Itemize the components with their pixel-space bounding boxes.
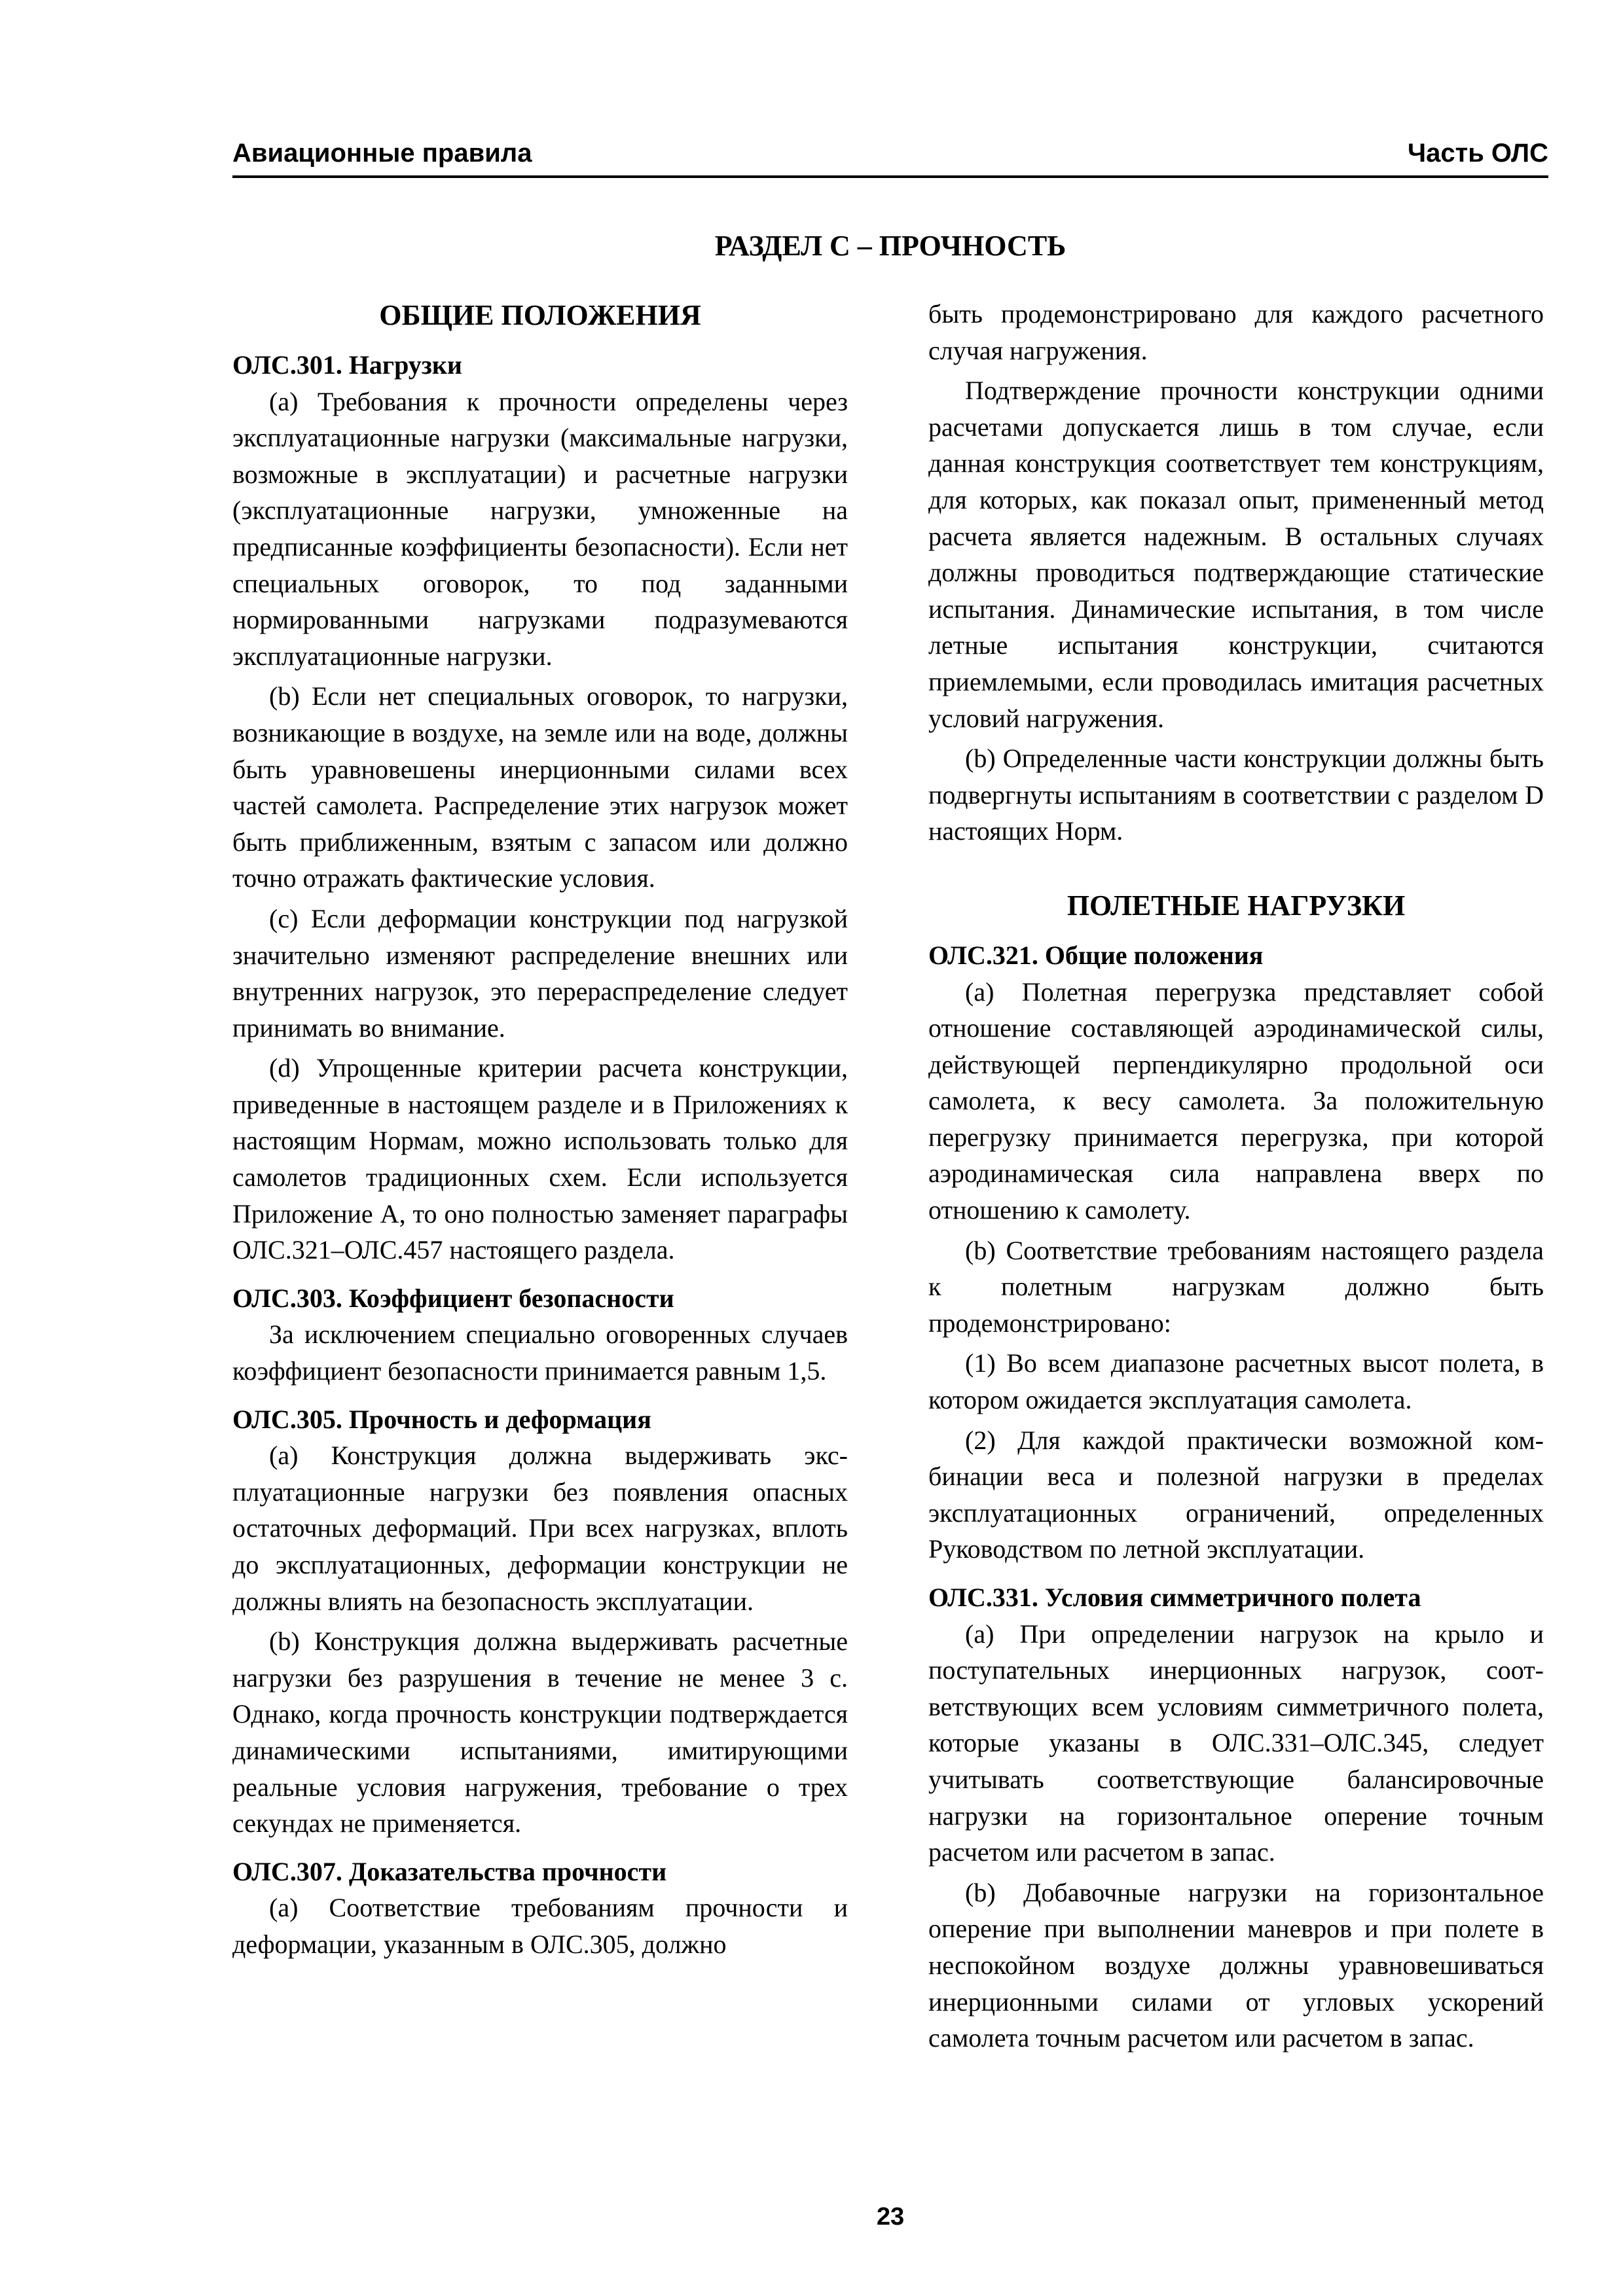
section-303-title: ОЛС.303. Коэффициент безопасности <box>232 1283 674 1313</box>
general-heading: ОБЩИЕ ПОЛОЖЕНИЯ <box>379 299 701 331</box>
section-321-b2: (2) Для каждой практически возможной комбинации веса и полезной нагрузки в пределах эксплуатационных ограничений, определенных Руководством по летной эксплуатации. <box>928 1425 1544 1564</box>
header-title: Авиационные правила <box>232 139 532 168</box>
section-301-a: (a) Требования к прочности определены через эксплуатационные нагрузки (максимальные нагрузки, возможные в эксплуатации) и расчетные нагрузки (эксплуатационные нагрузки, умноженные на предписанные коэффициенты безопасности). Если нет специальных оговорок, то под заданными нормированными нагрузками подразумеваются эксплуатационные нагрузки. <box>232 386 848 671</box>
section-305-b: (b) Конструкция должна выдерживать расчетные нагрузки без разрушения в течение не менее 3 с. Однако, когда прочность конструкции подтверждается динамическими испытаниями, имитирующими реальные условия нагружения, требование о трех секундах не применяется. <box>232 1626 848 1839</box>
section-301-d: (d) Упрощенные критерии расчета конструкции, приведенные в настоящем разделе и в Приложениях к настоящим Нормам, можно использовать только для самолетов традиционных схем. Если используется Приложение А, то оно полностью заменяет параграфы ОЛС.321–ОЛС.457 настоящего раздела. <box>232 1053 848 1265</box>
header-part: Часть ОЛС <box>1408 139 1548 168</box>
left-column <box>232 296 848 1963</box>
section-301-title: ОЛС.301. Нагрузки <box>232 350 462 380</box>
page-number: 23 <box>876 2203 905 2231</box>
section-301-c: (c) Если деформации конструкции под нагрузкой значительно изменяют распределение внешних или внутренних нагрузок, это перераспределение следует принимать во внимание. <box>232 903 848 1043</box>
section-321-b1: (1) Во всем диапазоне расчетных высот полета, в котором ожидается эксплуатация самолета. <box>928 1348 1544 1415</box>
section-307-b: (b) Определенные части конструкции должны быть подвергнуты испытаниям в соответствии с разделом D настоящих Норм. <box>928 744 1544 846</box>
section-301-b: (b) Если нет специальных оговорок, то нагрузки, возникающие в воздухе, на земле или на воде, должны быть уравновешены инерционными силами всех частей самолета. Распределение этих нагрузок может быть приближенным, взятым с запасом или должно точно отражать фактические условия. <box>232 681 848 893</box>
section-title: РАЗДЕЛ С – ПРОЧНОСТЬ <box>714 230 1067 262</box>
section-331-b: (b) Добавочные нагрузки на горизонтальное оперение при выполнении маневров и при полете в неспокойном воздухе должны уравновешиваться инерционными силами от угловых ускорений самолета точным расчетом или расчетом в запас. <box>928 1877 1544 2053</box>
section-305-title: ОЛС.305. Прочность и деформация <box>232 1404 651 1434</box>
section-307-a-continued: быть продемонстрировано для каждого расчетного случая нагружения. <box>928 299 1544 365</box>
page-header <box>232 136 1548 178</box>
section-331-title: ОЛС.331. Условия симметричного полета <box>928 1583 1421 1612</box>
section-307-paragraph-2: Подтверждение прочности конструкции одними расчетами допускается лишь в том случае, если данная конструкция соответствует тем конструкциям, для которых, как показал опыт, примененный метод расчета является надежным. В остальных случаях должны проводиться подтверждающие статические испытания. Динамические испытания, в том числе летные испытания конструкции, считаются приемлемыми, если проводилась имитация расчетных условий нагружения. <box>928 376 1544 733</box>
flight-loads-heading: ПОЛЕТНЫЕ НАГРУЗКИ <box>1067 889 1406 922</box>
section-307-title: ОЛС.307. Доказательства прочности <box>232 1856 667 1886</box>
section-321-a: (a) Полетная перегрузка представляет собой отношение составляющей аэродинамической силы, действующей перпендикулярно продольной оси самолета, к весу самолета. За положительную перегрузку принимается перегрузка, при которой аэродинамическая сила направлена вверх по отношению к самолету. <box>928 977 1544 1225</box>
section-305-a: (a) Конструкция должна выдерживать эксплуатационные нагрузки без появления опасных остаточных деформаций. При всех нагрузках, вплоть до эксплуатационных, деформации конструкции не должны влиять на безопасность эксплуатации. <box>232 1441 848 1616</box>
section-321-title: ОЛС.321. Общие положения <box>928 940 1264 970</box>
right-column <box>928 296 1544 2056</box>
section-331-a: (a) При определении нагрузок на крыло и поступательных инерционных нагрузок, соответствующих всем условиям симметричного полета, которые указаны в ОЛС.331–ОЛС.345, следует учитывать соответствующие балансировочные нагрузки на горизонтальное оперение точным расчетом или расчетом в запас. <box>928 1619 1544 1867</box>
section-321-b: (b) Соответствие требованиям настоящего раздела к полетным нагрузкам должно быть продемонстрировано: <box>928 1235 1544 1338</box>
section-307-a: (a) Соответствие требованиям прочности и деформации, указанным в ОЛС.305, должно <box>232 1893 848 1959</box>
section-303-text: За исключением специально оговоренных случаев коэффициент безопасности принимается равным 1,5. <box>232 1319 848 1386</box>
